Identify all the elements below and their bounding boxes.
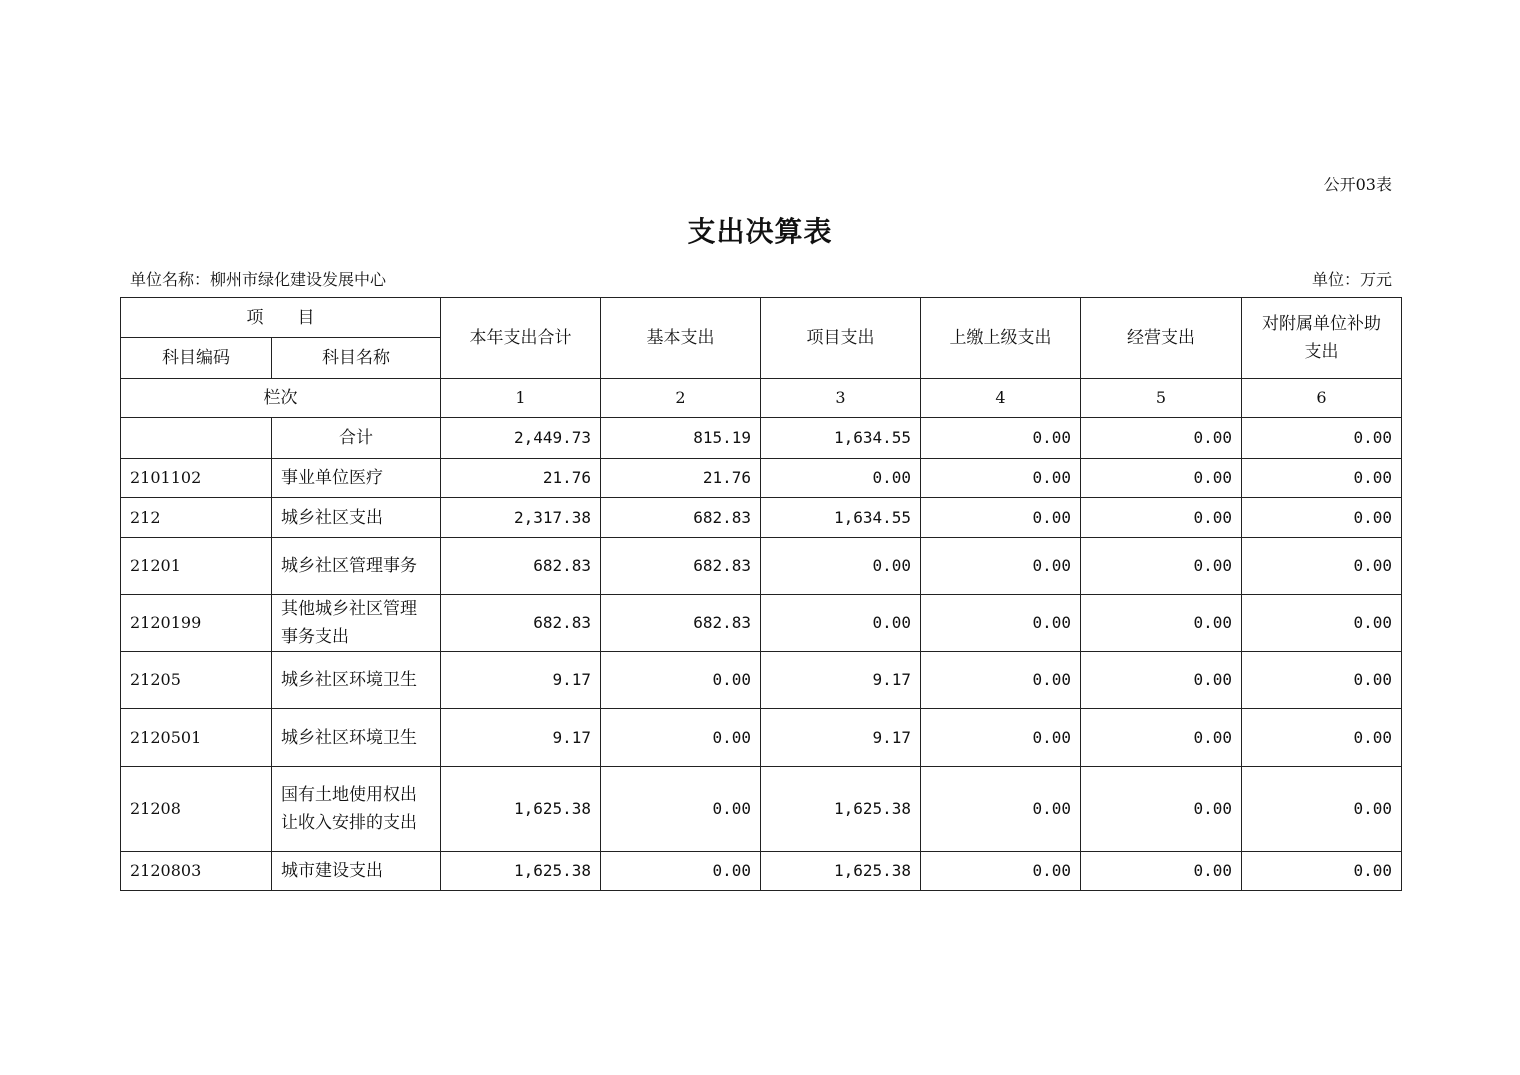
- subject-code: 2101102: [121, 459, 272, 498]
- amount-cell: 0.00: [601, 767, 761, 852]
- header-upper: 上缴上级支出: [921, 298, 1081, 379]
- amount-cell: 0.00: [1242, 852, 1402, 891]
- amount-cell: 0.00: [761, 459, 921, 498]
- table-row: [121, 852, 1402, 891]
- table-row: [121, 709, 1402, 767]
- subject-name: 其他城乡社区管理事务支出: [272, 595, 441, 652]
- amount-cell: 0.00: [921, 709, 1081, 767]
- amount-cell: 0.00: [1081, 498, 1242, 538]
- subject-name: 城乡社区环境卫生: [272, 652, 441, 709]
- header-item: 项 目: [121, 298, 441, 338]
- amount-cell: 9.17: [761, 652, 921, 709]
- amount-cell: 1,625.38: [761, 767, 921, 852]
- amount-cell: 2,317.38: [441, 498, 601, 538]
- amount-cell: 0.00: [1081, 652, 1242, 709]
- amount-cell: 0.00: [1242, 538, 1402, 595]
- total-row: [121, 418, 1402, 459]
- amount-cell: 9.17: [761, 709, 921, 767]
- amount-cell: 0.00: [921, 652, 1081, 709]
- amount-cell: 9.17: [441, 709, 601, 767]
- table-row: [121, 652, 1402, 709]
- amount-cell: 682.83: [601, 498, 761, 538]
- header-total: 本年支出合计: [441, 298, 601, 379]
- page-title: 支出决算表: [687, 215, 833, 248]
- amount-cell: 0.00: [921, 498, 1081, 538]
- index-col: 6: [1242, 379, 1402, 418]
- header-subsidy: 对附属单位补助支出: [1242, 298, 1402, 379]
- total-value: 0.00: [1081, 418, 1242, 459]
- index-col: 3: [761, 379, 921, 418]
- total-value: 815.19: [601, 418, 761, 459]
- subject-name: 城乡社区管理事务: [272, 538, 441, 595]
- amount-cell: 1,625.38: [761, 852, 921, 891]
- subject-name: 城乡社区支出: [272, 498, 441, 538]
- total-name: 合计: [272, 418, 441, 459]
- amount-cell: 0.00: [1081, 538, 1242, 595]
- amount-cell: 0.00: [921, 459, 1081, 498]
- total-value: 0.00: [1242, 418, 1402, 459]
- subject-code: 21201: [121, 538, 272, 595]
- amount-cell: 682.83: [601, 595, 761, 652]
- amount-cell: 0.00: [761, 538, 921, 595]
- amount-cell: 0.00: [1081, 852, 1242, 891]
- amount-cell: 0.00: [601, 652, 761, 709]
- index-col: 5: [1081, 379, 1242, 418]
- amount-cell: 1,625.38: [441, 852, 601, 891]
- subject-name: 城乡社区环境卫生: [272, 709, 441, 767]
- subject-code: 212: [121, 498, 272, 538]
- header-name: 科目名称: [272, 338, 441, 379]
- amount-cell: 0.00: [921, 767, 1081, 852]
- amount-cell: 0.00: [1242, 767, 1402, 852]
- header-row-1: [121, 298, 1402, 338]
- amount-cell: 0.00: [921, 852, 1081, 891]
- subject-code: 21205: [121, 652, 272, 709]
- amount-cell: 0.00: [1242, 459, 1402, 498]
- subject-code: 2120501: [121, 709, 272, 767]
- subject-code: 21208: [121, 767, 272, 852]
- subject-name: 国有土地使用权出让收入安排的支出: [272, 767, 441, 852]
- index-col: 1: [441, 379, 601, 418]
- table-row: [121, 767, 1402, 852]
- amount-cell: 0.00: [601, 852, 761, 891]
- index-col: 4: [921, 379, 1081, 418]
- form-number: 公开03表: [1323, 175, 1392, 194]
- total-code: [121, 418, 272, 459]
- header-project: 项目支出: [761, 298, 921, 379]
- table-row: [121, 595, 1402, 652]
- amount-cell: 1,625.38: [441, 767, 601, 852]
- amount-cell: 21.76: [601, 459, 761, 498]
- amount-cell: 682.83: [441, 538, 601, 595]
- amount-cell: 0.00: [921, 595, 1081, 652]
- header-code: 科目编码: [121, 338, 272, 379]
- amount-cell: 0.00: [1081, 709, 1242, 767]
- unit-label: 单位：万元: [1311, 270, 1392, 289]
- total-value: 2,449.73: [441, 418, 601, 459]
- amount-cell: 1,634.55: [761, 498, 921, 538]
- expenditure-table: [120, 297, 1402, 891]
- table-row: [121, 538, 1402, 595]
- header-basic: 基本支出: [601, 298, 761, 379]
- amount-cell: 0.00: [921, 538, 1081, 595]
- amount-cell: 21.76: [441, 459, 601, 498]
- amount-cell: 0.00: [1242, 652, 1402, 709]
- amount-cell: 0.00: [1081, 459, 1242, 498]
- subject-name: 事业单位医疗: [272, 459, 441, 498]
- table-row: [121, 498, 1402, 538]
- header-business: 经营支出: [1081, 298, 1242, 379]
- amount-cell: 0.00: [761, 595, 921, 652]
- amount-cell: 0.00: [1081, 595, 1242, 652]
- index-label: 栏次: [121, 379, 441, 418]
- subject-code: 2120199: [121, 595, 272, 652]
- subject-name: 城市建设支出: [272, 852, 441, 891]
- unit-name: 单位名称：柳州市绿化建设发展中心: [130, 270, 387, 289]
- amount-cell: 0.00: [1242, 709, 1402, 767]
- amount-cell: 0.00: [1242, 595, 1402, 652]
- amount-cell: 9.17: [441, 652, 601, 709]
- amount-cell: 682.83: [441, 595, 601, 652]
- amount-cell: 682.83: [601, 538, 761, 595]
- amount-cell: 0.00: [601, 709, 761, 767]
- subject-code: 2120803: [121, 852, 272, 891]
- amount-cell: 0.00: [1242, 498, 1402, 538]
- amount-cell: 0.00: [1081, 767, 1242, 852]
- table-row: [121, 459, 1402, 498]
- index-row: [121, 379, 1402, 418]
- index-col: 2: [601, 379, 761, 418]
- total-value: 1,634.55: [761, 418, 921, 459]
- total-value: 0.00: [921, 418, 1081, 459]
